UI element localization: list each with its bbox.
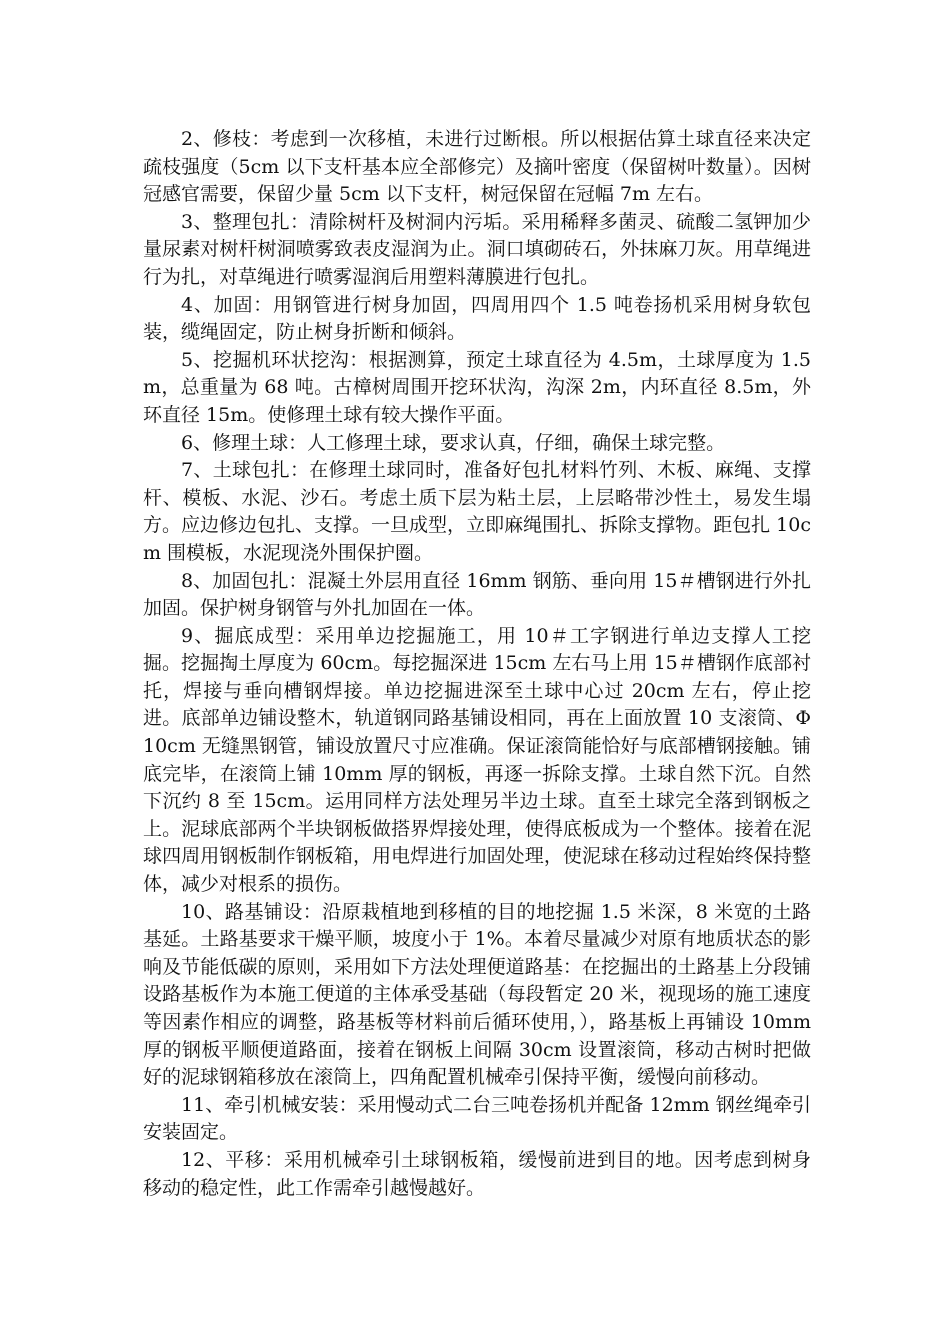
paragraph-translation: 12、平移：采用机械牵引土球钢板箱，缓慢前进到目的地。因考虑到树身移动的稳定性，此工作需牵引越慢越好。 [143,1148,811,1199]
paragraph-traction-install: 11、牵引机械安装：采用慢动式二台三吨卷扬机并配备 12mm 钢丝绳牵引安装固定。 [143,1093,811,1144]
paragraph-trenching: 5、挖掘机环状挖沟：根据测算，预定土球直径为 4.5m，土球厚度为 1.5m，总重量为 68 吨。古樟树周围开挖环状沟，沟深 2m，内环直径 8.5m，外环直径 15m。使修理土球有较大操作平面。 [143,348,811,426]
paragraph-roadbed-laying: 10、路基铺设：沿原栽植地到移植的目的地挖掘 1.5 米深，8 米宽的土路基延。土路基要求干燥平顺，坡度小于 1%。本着尽量减少对原有地质状态的影响及节能低碳的原则，采用如下方法处理便道路基：在挖掘出的土路基上分段铺设路基板作为本施工便道的主体承受基础（每段暂定 20 米，视现场的施工速度等因素作相应的调整，路基板等材料前后循环使用，），路基板上再铺设 10mm 厚的钢板平顺便道路面，接着在钢板上间隔 30cm 设置滚筒，移动古树时把做好的泥球钢箱移放在滚筒上，四角配置机械牵引保持平衡，缓慢向前移动。 [143,900,811,1089]
paragraph-soil-ball-wrapping: 7、土球包扎：在修理土球同时，准备好包扎材料竹列、木板、麻绳、支撑杆、模板、水泥、沙石。考虑土质下层为粘土层，上层略带沙性土，易发生塌方。应边修边包扎、支撑。一旦成型，立即麻绳围扎、拆除支撑物。距包扎 10cm 围模板，水泥现浇外围保护圈。 [143,459,811,564]
paragraph-base-forming: 9、掘底成型：采用单边挖掘施工，用 10＃工字钢进行单边支撑人工挖掘。挖掘掏土厚度为 60cm。每挖掘深进 15cm 左右马上用 15＃槽钢作底部衬托，焊接与垂向槽钢焊接。单边挖掘进深至土球中心过 20cm 左右，停止挖进。底部单边铺设整木，轨道钢同路基铺设相同，再在上面放置 10 支滚筒、Φ10cm 无缝黑钢管，铺设放置尺寸应准确。保证滚筒能恰好与底部槽钢接触。铺底完毕，在滚筒上铺 10mm 厚的钢板，再逐一拆除支撑。土球自然下沉。自然下沉约 8 至 15cm。运用同样方法处理另半边土球。直至土球完全落到钢板之上。泥球底部两个半块钢板做搭界焊接处理，使得底板成为一个整体。接着在泥球四周用钢板制作钢板箱，用电焊进行加固处理，使泥球在移动过程始终保持整体，减少对根系的损伤。 [143,624,811,896]
paragraph-wrapping: 3、整理包扎：清除树杆及树洞内污垢。采用稀释多菌灵、硫酸二氢钾加少量尿素对树杆树洞喷雾致表皮湿润为止。洞口填砌砖石，外抹麻刀灰。用草绳进行为扎，对草绳进行喷雾湿润后用塑料薄膜进行包扎。 [143,210,811,288]
paragraph-reinforcement: 4、加固：用钢管进行树身加固，四周用四个 1.5 吨卷扬机采用树身软包装，缆绳固定，防止树身折断和倾斜。 [143,293,811,344]
paragraph-reinforced-wrapping: 8、加固包扎：混凝土外层用直径 16mm 钢筋、垂向用 15＃槽钢进行外扎加固。保护树身钢管与外扎加固在一体。 [143,569,811,620]
document-body [143,126,811,1202]
paragraph-pruning: 2、修枝：考虑到一次移植，未进行过断根。所以根据估算土球直径来决定疏枝强度（5cm 以下支杆基本应全部修完）及摘叶密度（保留树叶数量）。因树冠感官需要，保留少量 5cm 以下支杆，树冠保留在冠幅 7m 左右。 [143,128,811,206]
paragraph-soil-ball-trimming: 6、修理土球：人工修理土球，要求认真，仔细，确保土球完整。 [181,431,726,454]
